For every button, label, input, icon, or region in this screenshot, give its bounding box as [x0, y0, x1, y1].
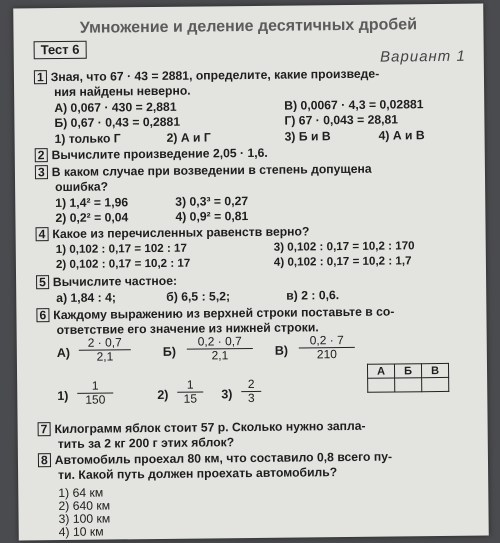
question-8-text-2: ти. Какой путь должен проехать автомобиль?: [58, 465, 338, 483]
q8-option-2: 2) 640 км: [58, 498, 111, 514]
value-2-label: 2): [157, 387, 169, 402]
value-3-label: 3): [221, 387, 233, 402]
q4-option-1: 1) 0,102 : 0,17 = 102 : 17: [55, 241, 187, 257]
expr-v-fraction: $\frac{0,2 \cdot 7}{210}$: [299, 334, 355, 362]
question-5-text: 5 Вычислите частное:: [36, 274, 177, 289]
question-6-text-2: ответствие его значение из нижней строки.: [56, 320, 319, 338]
q1-option-b: Б) 0,67 · 0,43 = 0,2881: [54, 114, 181, 131]
expr-b-label: Б): [162, 344, 177, 359]
question-number: 2: [35, 148, 48, 162]
question-2-text: 2 Вычислите произведение 2,05 · 1,6.: [35, 146, 268, 162]
question-4-text: 4 Какое из перечисленных равенств верно?: [36, 224, 310, 241]
q4-option-4: 4) 0,102 : 0,17 = 10,2 : 1,7: [273, 254, 412, 269]
value-2-fraction: $\frac{1}{15}$: [177, 379, 203, 406]
answer-table: [367, 363, 449, 393]
q1-answer-4: 4) А и В: [378, 128, 425, 143]
q1-answer-3: 3) Б и В: [284, 129, 331, 144]
value-1-label: 1): [57, 388, 69, 404]
answer-cell[interactable]: [422, 377, 449, 391]
worksheet-page: [13, 4, 489, 541]
value-3-fraction: $\frac{2}{3}$: [241, 378, 261, 405]
q1-option-v: В) 0,0067 · 4,3 = 0,02881: [284, 97, 424, 113]
q8-option-1: 1) 64 км: [58, 485, 104, 501]
q1-answer-1: 1) только Г: [54, 131, 121, 147]
q1-option-g: Г) 67 · 0,043 = 28,81: [284, 112, 399, 128]
question-1-text-2: ния найдены неверно.: [54, 83, 191, 100]
question-3-text: 3 В каком случае при возведении в степень допущена: [35, 162, 372, 180]
answer-table-header: Б: [394, 364, 421, 378]
expr-v-label: В): [274, 343, 289, 358]
question-7-text: 7 Килограмм яблок стоит 57 р. Сколько нужно запла-: [38, 419, 366, 436]
q1-answer-2: 2) А и Г: [166, 130, 211, 145]
answer-cell[interactable]: [368, 378, 395, 392]
q3-option-2: 2) 0,2² = 0,04: [55, 210, 129, 226]
question-number: 4: [36, 227, 49, 241]
q4-option-2: 2) 0,102 : 0,17 = 10,2 : 17: [55, 256, 191, 272]
q1-option-a: А) 0,067 · 430 = 2,881: [54, 99, 177, 116]
test-label: Тест 6: [34, 41, 87, 60]
question-number: 5: [36, 275, 49, 289]
question-3-text-2: ошибка?: [55, 179, 109, 195]
q3-option-3: 3) 0,3³ = 0,27: [175, 194, 249, 209]
expr-a-fraction: $\frac{2 \cdot 0,7}{2,1}$: [79, 336, 131, 364]
q3-option-1: 1) 1,4² = 1,96: [55, 195, 129, 211]
page-title: Умножение и деление десятичных дробей: [79, 16, 418, 37]
q8-option-3: 3) 100 км: [58, 511, 111, 527]
question-6-text: 6 Каждому выражению из верхней строки поставьте в со-: [36, 305, 394, 323]
question-1-text: 1 Зная, что 67 · 43 = 2881, определите, какие произведе-: [34, 67, 379, 85]
expr-b-fraction: $\frac{0,2 \cdot 0,7}{2,1}$: [187, 335, 253, 363]
q5-option-b: б) 6,5 : 5,2;: [166, 289, 231, 304]
q4-option-3: 3) 0,102 : 0,17 = 10,2 : 170: [273, 239, 415, 254]
q8-option-4: 4) 10 км: [58, 524, 104, 540]
question-number: 8: [38, 453, 51, 467]
question-number: 7: [38, 422, 51, 436]
q5-option-c: в) 2 : 0,6.: [286, 288, 340, 303]
answer-cell[interactable]: [395, 378, 422, 392]
variant-label: Вариант 1: [380, 47, 466, 66]
question-number: 6: [36, 308, 49, 322]
expr-a-label: А): [56, 345, 71, 361]
q3-option-4: 4) 0,9² = 0,81: [175, 209, 249, 224]
answer-table-header: В: [421, 363, 448, 377]
question-number: 1: [34, 70, 47, 84]
question-number: 3: [35, 165, 48, 179]
q5-option-a: а) 1,84 : 4;: [56, 290, 116, 306]
question-7-text-2: тить за 2 кг 200 г этих яблок?: [57, 435, 235, 452]
question-8-text: 8 Автомобиль проехал 80 км, что составило 0,8 всего пу-: [38, 450, 392, 468]
answer-table-header: А: [367, 364, 394, 378]
value-1-fraction: $\frac{1}{150}$: [77, 379, 113, 406]
